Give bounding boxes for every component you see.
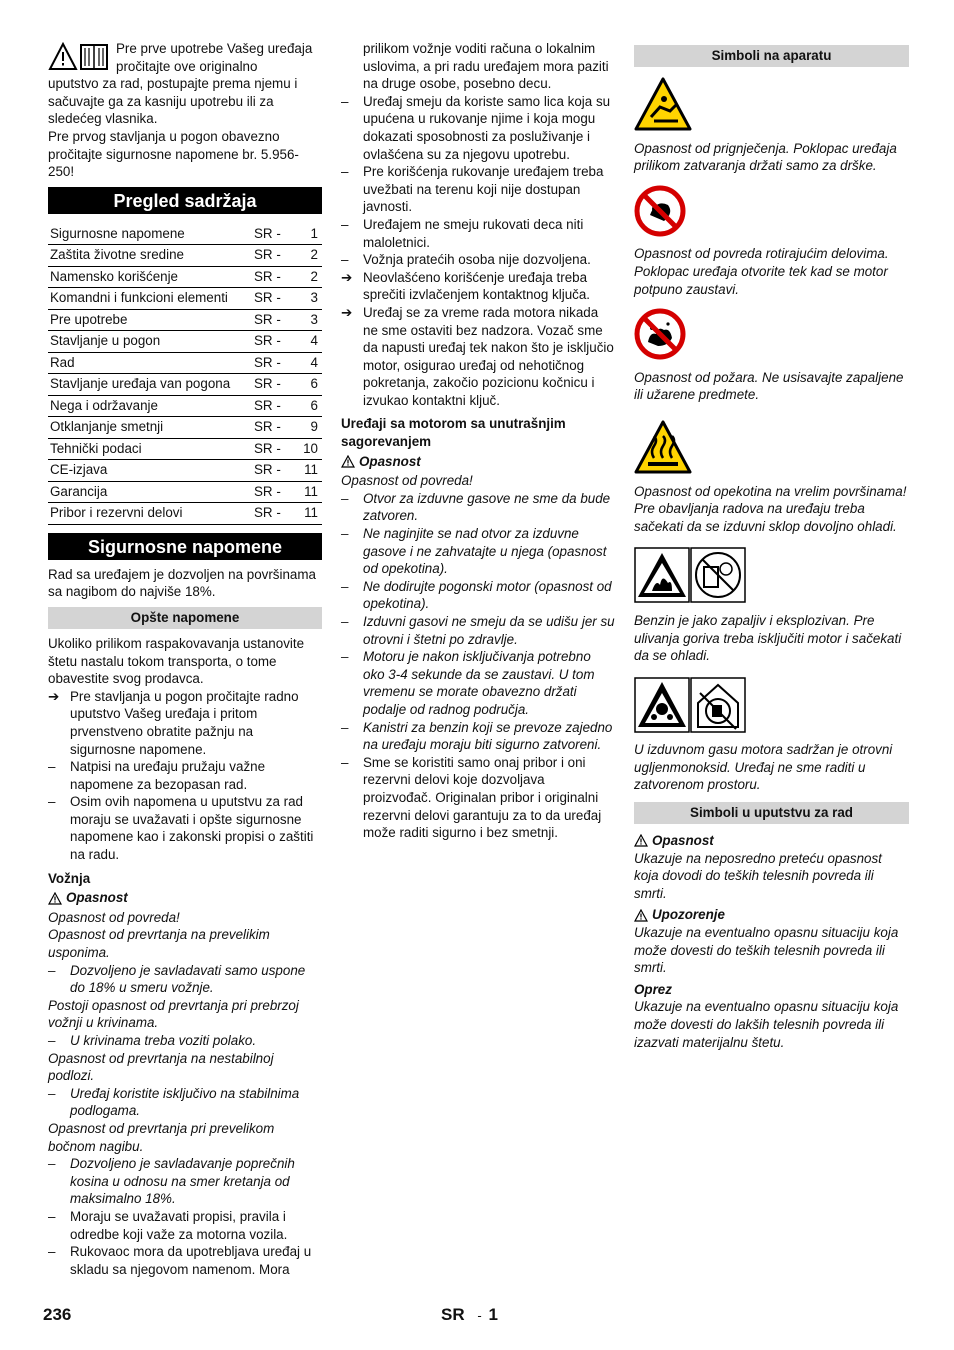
list-text: Rukovaoc mora da upotrebljava uređaj u skladu sa njegovom namenom. Mora xyxy=(70,1244,312,1277)
list-marker: – xyxy=(341,719,349,735)
engine-intro: Opasnost od povreda! xyxy=(341,473,473,489)
list-marker: – xyxy=(341,578,349,594)
toc-entry: CE-izjava xyxy=(48,460,252,482)
manual-symbol-label: Opasnost xyxy=(652,833,714,849)
toc-entry: Komandni i funkcioni elementi xyxy=(48,288,252,310)
toc-entry: Namensko korišćenje xyxy=(48,266,252,288)
toc-row xyxy=(48,481,322,503)
list-text: Dozvoljeno je savladavati samo uspone do 18% u smeru vožnje. xyxy=(70,962,306,996)
engine-list xyxy=(341,490,615,754)
toc-page: 6 xyxy=(294,395,322,417)
driving-rule xyxy=(48,1155,322,1208)
warning-book-icon xyxy=(48,42,110,72)
general-text: Ukoliko prilikom raspakovavanja ustanovite štetu nastalu tokom transporta, o tome obavestite svog prodavca. xyxy=(48,635,305,687)
crush-hazard-icon xyxy=(634,77,692,131)
footer-num: 1 xyxy=(488,1305,498,1324)
list-marker: – xyxy=(48,1033,56,1048)
toc-section: SR - xyxy=(252,352,294,374)
list-marker: – xyxy=(341,526,349,542)
list-text: Ne dodirujte pogonski motor (opasnost od opekotina). xyxy=(363,578,612,612)
toc-entry: Rad xyxy=(48,352,252,374)
symbol-crush-text: Opasnost od prignječenja. Poklopac uređaja prilikom zatvaranja držati samo za drške. xyxy=(634,140,897,174)
toc-row xyxy=(48,288,322,310)
driving-rule xyxy=(48,962,322,997)
list-text: Uređaj se za vreme rada motora nikada ne sme ostaviti bez nadzora. Vozač sme da napusti uređaj tek nakon što je isključio motor, osigurao uređaj od nehotičnog pokretanja, zakočio pozicionu kočnicu i izvukao kontaktni ključ. xyxy=(363,304,614,408)
operation-item xyxy=(341,93,615,163)
column-middle xyxy=(341,40,615,842)
toc-entry: Stavljanje uređaja van pogona xyxy=(48,374,252,396)
driving-lines xyxy=(48,909,322,1208)
toc-entry: Pre upotrebe xyxy=(48,309,252,331)
list-text: Dozvoljeno je savladavanje poprečnih kosina u odnosu na smer kretanja od maksimalno 18%. xyxy=(70,1156,295,1207)
engine-warning xyxy=(341,453,615,471)
operation-list xyxy=(341,93,615,410)
manual-symbol-heading xyxy=(634,832,909,850)
symbol-rotating-text: Opasnost od povreda rotirajućim delovima. Poklopac uređaja otvorite tek kad se motor potpuno zaustavi. xyxy=(634,246,889,297)
toc-row xyxy=(48,417,322,439)
toc-row xyxy=(48,245,322,267)
intro-second: Pre prvog stavljanja u pogon obavezno pročitajte sigurnosne napomene br. 5.956-250! xyxy=(48,128,299,180)
general-item xyxy=(48,758,322,793)
driving-warning xyxy=(48,889,322,907)
list-text: Uređaj smeju da koriste samo lica koja su upućena u rukovanje njime i koja mogu dokazati sposobnosti za posluživanje i ovlašćena su za njegovu upotrebu. xyxy=(363,93,611,162)
list-marker: – xyxy=(341,216,349,232)
driving-note: Opasnost od prevrtanja na nestabilnoj podlozi. xyxy=(48,1050,274,1084)
list-marker: ➔ xyxy=(48,688,60,704)
intro-block xyxy=(48,40,322,181)
footer-section xyxy=(441,1306,498,1325)
list-marker: – xyxy=(48,1085,56,1101)
manual-symbol-heading xyxy=(634,981,909,999)
toc-entry: Sigurnosne napomene xyxy=(48,224,252,245)
toc-section: SR - xyxy=(252,331,294,353)
rotating-parts-prohibition-icon xyxy=(634,185,686,237)
general-item xyxy=(48,688,322,758)
toc-page: 2 xyxy=(294,245,322,267)
general-item xyxy=(48,793,322,863)
toc-entry: Garancija xyxy=(48,481,252,503)
list-text: Pre korišćenja rukovanje uređajem treba uvežbati na terenu koji nije dostupan javnosti. xyxy=(363,164,604,215)
list-text: Izduvni gasovi ne smeju da se udišu jer su otrovni i štetni po zdravlje. xyxy=(363,614,615,647)
toc-title: Pregled sadržaja xyxy=(48,187,322,214)
engine-item xyxy=(341,648,615,718)
list-marker: – xyxy=(341,649,349,665)
list-marker: – xyxy=(341,164,349,180)
toc-row xyxy=(48,460,322,482)
list-text: Uređaj koristite isključivo na stabilnima podlogama. xyxy=(70,1085,300,1119)
list-text: Pre stavljanja u pogon pročitajte radno uputstvo Vašeg uređaja i pritom prvenstveno obratite pažnju na sigurnosne napomene. xyxy=(70,688,299,757)
toc-page: 11 xyxy=(294,481,322,503)
toc-section: SR - xyxy=(252,224,294,245)
engine-item xyxy=(341,525,615,578)
driving-note: Opasnost od povreda! xyxy=(48,909,180,925)
list-marker: – xyxy=(341,252,349,268)
toc-section: SR - xyxy=(252,374,294,396)
engine-item xyxy=(341,578,615,613)
operation-item xyxy=(341,304,615,410)
list-text: Natpisi na uređaju pružaju važne napomene za bezopasan rad. xyxy=(70,759,266,792)
toc-page: 9 xyxy=(294,417,322,439)
accessories-item: – Sme se koristiti samo onaj pribor i oni rezervni delovi koje dozvoljava proizvođač. Originalan pribor i originalni rezervni delovi garantuju za to da uređaj može raditi sigurno i bez smetnji. xyxy=(341,754,602,841)
engine-item xyxy=(341,613,615,648)
toc-page: 11 xyxy=(294,503,322,525)
warning-triangle-icon xyxy=(634,834,648,847)
footer-sep: - xyxy=(477,1308,482,1323)
list-text: Kanistri za benzin koji se prevoze zajedno na uređaju moraju biti sigurno zatvoreni. xyxy=(363,719,613,753)
toc-page: 4 xyxy=(294,331,322,353)
driving-item xyxy=(48,1243,322,1278)
toc-row xyxy=(48,266,322,288)
manual-symbol-text: Ukazuje na eventualno opasnu situaciju koja može dovesti do teških telesnih povreda ili smrti. xyxy=(634,925,899,976)
flammable-fuel-icon xyxy=(634,547,746,603)
manual-symbol-text: Ukazuje na eventualno opasnu situaciju koja može dovesti do lakših telesnih povreda ili izazvati materijalnu štetu. xyxy=(634,999,899,1050)
column-left xyxy=(48,40,322,1278)
safety-title: Sigurnosne napomene xyxy=(48,533,322,560)
safety-text: Rad sa uređajem je dozvoljen na površinama sa nagibom do najviše 18%. xyxy=(48,566,316,600)
toc-page: 10 xyxy=(294,438,322,460)
symbols-title: Simboli na aparatu xyxy=(634,45,909,67)
driving-note: Opasnost od prevrtanja pri prevelikom bočnom nagibu. xyxy=(48,1120,275,1154)
toc-row xyxy=(48,438,322,460)
toc-section: SR - xyxy=(252,438,294,460)
toc-row xyxy=(48,309,322,331)
symbol-rotating xyxy=(634,185,909,242)
list-text: Uređajem ne smeju rukovati deca niti maloletnici. xyxy=(363,216,584,250)
list-text: U krivinama treba voziti polako. xyxy=(70,1033,257,1048)
toc-row xyxy=(48,224,322,245)
symbol-hot-text: Opasnost od opekotina na vrelim površinama! Pre obavljanja radova na uređaju treba sačekati da se izduvni sklop dovoljno ohladi. xyxy=(634,483,907,534)
toc-section: SR - xyxy=(252,266,294,288)
symbol-fire xyxy=(634,308,909,365)
toc-row xyxy=(48,503,322,525)
toxic-gas-icon xyxy=(634,677,746,733)
warning-triangle-icon xyxy=(634,909,648,922)
list-marker: – xyxy=(341,614,349,629)
toc-entry: Tehnički podaci xyxy=(48,438,252,460)
page-number: 236 xyxy=(43,1305,72,1324)
operation-item xyxy=(341,216,615,251)
toc-entry: Otklanjanje smetnji xyxy=(48,417,252,439)
symbol-fire-text: Opasnost od požara. Ne usisavajte zapaljene ili užarene predmete. xyxy=(634,369,904,403)
driving-note: Postoji opasnost od prevrtanja pri prebrzoj vožnji u krivinama. xyxy=(48,997,299,1031)
list-marker: – xyxy=(341,93,349,109)
driving-rule xyxy=(48,1085,322,1120)
no-burning-objects-icon xyxy=(634,308,686,360)
symbol-fuel-text: Benzin je jako zapaljiv i eksplozivan. Pre ulivanja goriva treba isključiti motor i sačekati da se ohladi. xyxy=(634,612,902,664)
symbol-crush xyxy=(634,77,909,136)
general-title: Opšte napomene xyxy=(48,607,322,629)
symbol-gas-text: U izduvnom gasu motora sadržan je otrovni ugljenmonoksid. Uređaj ne sme raditi u zatvorenom prostoru. xyxy=(634,742,893,793)
symbol-hot xyxy=(634,420,909,479)
list-marker: ➔ xyxy=(341,304,353,320)
toc-section: SR - xyxy=(252,503,294,525)
manual-symbol-text: Ukazuje na neposredno preteću opasnost koja dovodi do teških telesnih povreda ili smrti. xyxy=(634,850,882,901)
continued-text: prilikom vožnje voditi računa o lokalnim uslovima, a pri radu uređajem mora paziti na druge osobe, posebno decu. xyxy=(363,41,609,92)
intro-first: Pre prve upotrebe Vašeg uređaja pročitajte ove originalno xyxy=(116,41,313,74)
toc-page: 3 xyxy=(294,288,322,310)
toc-page: 6 xyxy=(294,374,322,396)
toc-page: 2 xyxy=(294,266,322,288)
toc-row xyxy=(48,331,322,353)
toc-section: SR - xyxy=(252,309,294,331)
engine-title: Uređaji sa motorom sa unutrašnjim sagorevanjem xyxy=(341,416,566,450)
warning-triangle-icon xyxy=(48,892,62,905)
operation-item xyxy=(341,251,615,269)
manual-symbol-heading xyxy=(634,906,909,924)
warning-triangle-icon xyxy=(341,455,355,468)
warning-label: Opasnost xyxy=(359,453,421,469)
footer-lang: SR xyxy=(441,1305,465,1324)
toc-section: SR - xyxy=(252,288,294,310)
list-text: Vožnja pratećih osoba nije dozvoljena. xyxy=(363,252,591,268)
toc-entry: Zaštita životne sredine xyxy=(48,245,252,267)
list-marker: – xyxy=(48,962,56,978)
hot-surface-icon xyxy=(634,420,692,474)
toc-row xyxy=(48,352,322,374)
list-text: Neovlašćeno korišćenje uređaja treba sprečiti izvlačenjem kontaktnog ključa. xyxy=(363,269,591,303)
list-marker: – xyxy=(48,1156,56,1172)
list-marker: – xyxy=(341,490,349,506)
toc-page: 11 xyxy=(294,460,322,482)
operation-item xyxy=(341,269,615,304)
list-text: Otvor za izduvne gasove ne sme da bude zatvoren. xyxy=(363,490,611,524)
toc-table xyxy=(48,224,322,525)
toc-section: SR - xyxy=(252,481,294,503)
list-marker: – xyxy=(48,759,56,775)
list-text: Moraju se uvažavati propisi, pravila i odredbe koji važe za motorna vozila. xyxy=(70,1208,288,1242)
driving-list xyxy=(48,1208,322,1278)
driving-title: Vožnja xyxy=(48,870,91,886)
list-marker: – xyxy=(48,1244,56,1260)
symbol-gas xyxy=(634,677,909,738)
toc-row xyxy=(48,395,322,417)
intro-rest: uputstvo za rad, postupajte prema njemu i sačuvajte ga za kasniju upotrebu ili za sledećeg vlasnika. xyxy=(48,76,298,127)
toc-section: SR - xyxy=(252,417,294,439)
toc-entry: Pribor i rezervni delovi xyxy=(48,503,252,525)
general-list xyxy=(48,688,322,864)
manual-symbol-label: Upozorenje xyxy=(652,907,725,923)
manual-symbol-label: Oprez xyxy=(634,981,672,997)
toc-page: 3 xyxy=(294,309,322,331)
list-marker: ➔ xyxy=(341,269,353,285)
toc-page: 4 xyxy=(294,352,322,374)
driving-note: Opasnost od prevrtanja na prevelikim usponima. xyxy=(48,927,270,961)
manual-symbols-title: Simboli u uputstvu za rad xyxy=(634,802,909,824)
list-text: Ne naginjite se nad otvor za izduvne gasove i ne zahvatajte u njega (opasnost od opekotina). xyxy=(363,526,607,577)
operation-item xyxy=(341,163,615,216)
toc-page: 1 xyxy=(294,224,322,245)
engine-item xyxy=(341,719,615,754)
warning-label: Opasnost xyxy=(66,890,128,906)
list-text: Motoru je nakon isključivanja potrebno oko 3-4 sekunde da se zaustavi. U tom vremenu se morate obavezno držati podalje od radnog područja. xyxy=(363,649,595,717)
toc-section: SR - xyxy=(252,460,294,482)
driving-item xyxy=(48,1208,322,1243)
list-text: Osim ovih napomena u uputstvu za rad moraju se uvažavati i opšte sigurnosne napomene kao i zakonski propisi o zaštiti na radu. xyxy=(70,794,314,863)
driving-rule xyxy=(48,1032,322,1050)
toc-entry: Stavljanje u pogon xyxy=(48,331,252,353)
list-marker: – xyxy=(48,1208,56,1224)
toc-entry: Nega i održavanje xyxy=(48,395,252,417)
engine-item xyxy=(341,490,615,525)
toc-row xyxy=(48,374,322,396)
toc-section: SR - xyxy=(252,245,294,267)
manual-symbols-list xyxy=(634,832,909,1051)
toc-section: SR - xyxy=(252,395,294,417)
column-right xyxy=(634,45,909,1051)
symbol-fuel xyxy=(634,547,909,608)
list-marker: – xyxy=(48,794,56,810)
